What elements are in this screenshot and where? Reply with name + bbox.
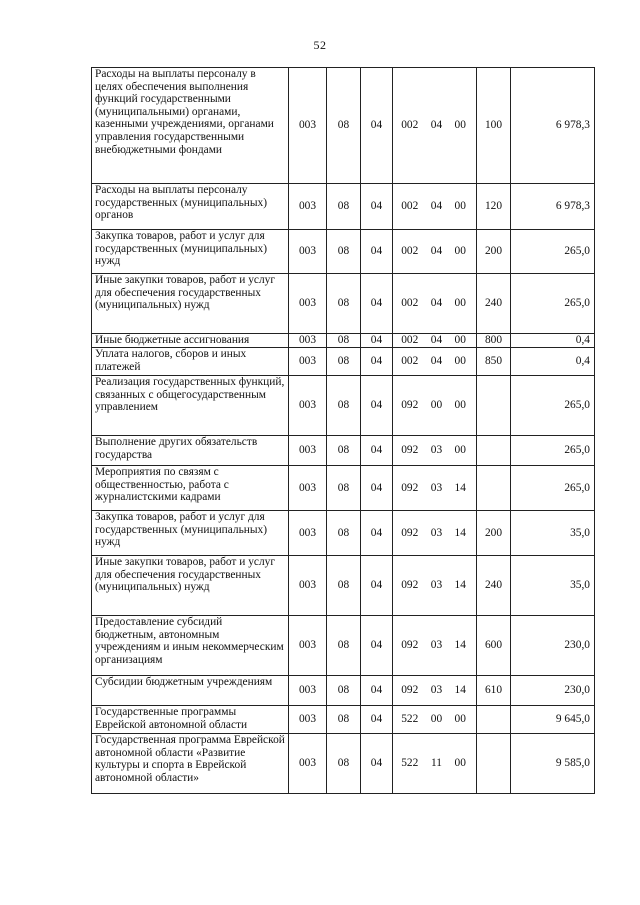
target-code-part2: 03 xyxy=(425,466,449,511)
row-name: Реализация государственных функций, связанных с общегосударственным управлением xyxy=(92,376,289,436)
target-code-part3: 00 xyxy=(449,334,477,348)
ministry-code: 003 xyxy=(289,376,327,436)
ministry-code: 003 xyxy=(289,436,327,466)
subsection-code: 04 xyxy=(361,616,393,676)
expense-type-code: 200 xyxy=(477,230,511,274)
target-code-part1: 002 xyxy=(393,334,425,348)
target-code-part2: 11 xyxy=(425,734,449,794)
section-code: 08 xyxy=(327,68,361,184)
target-code-part1: 002 xyxy=(393,230,425,274)
ministry-code: 003 xyxy=(289,274,327,334)
target-code-part1: 522 xyxy=(393,706,425,734)
subsection-code: 04 xyxy=(361,274,393,334)
budget-table xyxy=(91,67,595,794)
ministry-code: 003 xyxy=(289,511,327,556)
target-code-part2: 03 xyxy=(425,676,449,706)
section-code: 08 xyxy=(327,184,361,230)
section-code: 08 xyxy=(327,274,361,334)
amount: 230,0 xyxy=(511,616,595,676)
expense-type-code: 800 xyxy=(477,334,511,348)
amount: 35,0 xyxy=(511,511,595,556)
amount: 6 978,3 xyxy=(511,184,595,230)
expense-type-code xyxy=(477,376,511,436)
section-code: 08 xyxy=(327,348,361,376)
target-code-part2: 03 xyxy=(425,556,449,616)
target-code-part2: 04 xyxy=(425,68,449,184)
target-code-part2: 04 xyxy=(425,334,449,348)
subsection-code: 04 xyxy=(361,230,393,274)
section-code: 08 xyxy=(327,734,361,794)
target-code-part3: 14 xyxy=(449,556,477,616)
row-name: Иные закупки товаров, работ и услуг для обеспечения государственных (муниципальных) нужд xyxy=(92,556,289,616)
target-code-part1: 092 xyxy=(393,466,425,511)
row-name: Расходы на выплаты персоналу в целях обеспечения выполнения функций государственными (муниципальными) органами, казенными учреждениями, органами управления государственными внебюджетными фондами xyxy=(92,68,289,184)
row-name: Закупка товаров, работ и услуг для государственных (муниципальных) нужд xyxy=(92,511,289,556)
row-name: Уплата налогов, сборов и иных платежей xyxy=(92,348,289,376)
target-code-part3: 14 xyxy=(449,466,477,511)
amount: 9 645,0 xyxy=(511,706,595,734)
ministry-code: 003 xyxy=(289,556,327,616)
subsection-code: 04 xyxy=(361,184,393,230)
target-code-part1: 092 xyxy=(393,556,425,616)
table-row xyxy=(92,376,595,436)
table-row xyxy=(92,706,595,734)
ministry-code: 003 xyxy=(289,616,327,676)
target-code-part3: 14 xyxy=(449,616,477,676)
amount: 0,4 xyxy=(511,348,595,376)
target-code-part3: 00 xyxy=(449,734,477,794)
section-code: 08 xyxy=(327,706,361,734)
subsection-code: 04 xyxy=(361,556,393,616)
target-code-part1: 092 xyxy=(393,511,425,556)
section-code: 08 xyxy=(327,230,361,274)
subsection-code: 04 xyxy=(361,68,393,184)
expense-type-code: 100 xyxy=(477,68,511,184)
target-code-part1: 092 xyxy=(393,376,425,436)
amount: 265,0 xyxy=(511,230,595,274)
amount: 265,0 xyxy=(511,274,595,334)
ministry-code: 003 xyxy=(289,466,327,511)
target-code-part3: 00 xyxy=(449,274,477,334)
subsection-code: 04 xyxy=(361,706,393,734)
table-row xyxy=(92,734,595,794)
target-code-part3: 00 xyxy=(449,184,477,230)
target-code-part3: 00 xyxy=(449,348,477,376)
expense-type-code xyxy=(477,706,511,734)
ministry-code: 003 xyxy=(289,348,327,376)
row-name: Субсидии бюджетным учреждениям xyxy=(92,676,289,706)
section-code: 08 xyxy=(327,376,361,436)
target-code-part2: 04 xyxy=(425,230,449,274)
target-code-part1: 002 xyxy=(393,68,425,184)
table-row xyxy=(92,616,595,676)
target-code-part2: 00 xyxy=(425,376,449,436)
target-code-part3: 00 xyxy=(449,436,477,466)
ministry-code: 003 xyxy=(289,334,327,348)
target-code-part2: 04 xyxy=(425,274,449,334)
table-row xyxy=(92,68,595,184)
amount: 0,4 xyxy=(511,334,595,348)
table-row xyxy=(92,466,595,511)
expense-type-code xyxy=(477,734,511,794)
target-code-part2: 03 xyxy=(425,436,449,466)
page-number: 52 xyxy=(313,38,327,52)
row-name: Государственная программа Еврейской автономной области «Развитие культуры и спорта в Еврейской автономной области» xyxy=(92,734,289,794)
target-code-part1: 002 xyxy=(393,184,425,230)
row-name: Иные закупки товаров, работ и услуг для обеспечения государственных (муниципальных) нужд xyxy=(92,274,289,334)
target-code-part2: 00 xyxy=(425,706,449,734)
subsection-code: 04 xyxy=(361,734,393,794)
amount: 9 585,0 xyxy=(511,734,595,794)
table-row xyxy=(92,436,595,466)
row-name: Закупка товаров, работ и услуг для государственных (муниципальных) нужд xyxy=(92,230,289,274)
table-row xyxy=(92,274,595,334)
subsection-code: 04 xyxy=(361,436,393,466)
amount: 6 978,3 xyxy=(511,68,595,184)
table-row xyxy=(92,184,595,230)
target-code-part2: 03 xyxy=(425,511,449,556)
section-code: 08 xyxy=(327,676,361,706)
amount: 265,0 xyxy=(511,376,595,436)
section-code: 08 xyxy=(327,466,361,511)
row-name: Иные бюджетные ассигнования xyxy=(92,334,289,348)
amount: 35,0 xyxy=(511,556,595,616)
section-code: 08 xyxy=(327,511,361,556)
expense-type-code: 600 xyxy=(477,616,511,676)
table-row xyxy=(92,348,595,376)
target-code-part2: 03 xyxy=(425,616,449,676)
target-code-part3: 00 xyxy=(449,68,477,184)
subsection-code: 04 xyxy=(361,334,393,348)
target-code-part3: 14 xyxy=(449,676,477,706)
row-name: Предоставление субсидий бюджетным, автономным учреждениям и иным некоммерческим организациям xyxy=(92,616,289,676)
expense-type-code: 240 xyxy=(477,274,511,334)
target-code-part3: 00 xyxy=(449,230,477,274)
target-code-part2: 04 xyxy=(425,348,449,376)
ministry-code: 003 xyxy=(289,676,327,706)
expense-type-code xyxy=(477,436,511,466)
table-row xyxy=(92,556,595,616)
row-name: Расходы на выплаты персоналу государственных (муниципальных) органов xyxy=(92,184,289,230)
target-code-part1: 002 xyxy=(393,274,425,334)
target-code-part1: 092 xyxy=(393,616,425,676)
amount: 265,0 xyxy=(511,436,595,466)
subsection-code: 04 xyxy=(361,348,393,376)
target-code-part3: 00 xyxy=(449,376,477,436)
section-code: 08 xyxy=(327,616,361,676)
amount: 265,0 xyxy=(511,466,595,511)
target-code-part1: 002 xyxy=(393,348,425,376)
target-code-part3: 14 xyxy=(449,511,477,556)
table-row xyxy=(92,511,595,556)
target-code-part1: 092 xyxy=(393,676,425,706)
expense-type-code: 850 xyxy=(477,348,511,376)
table-row xyxy=(92,334,595,348)
row-name: Мероприятия по связям с общественностью, работа с журналистскими кадрами xyxy=(92,466,289,511)
ministry-code: 003 xyxy=(289,734,327,794)
table-row xyxy=(92,676,595,706)
section-code: 08 xyxy=(327,334,361,348)
expense-type-code xyxy=(477,466,511,511)
subsection-code: 04 xyxy=(361,376,393,436)
ministry-code: 003 xyxy=(289,68,327,184)
table-row xyxy=(92,230,595,274)
expense-type-code: 120 xyxy=(477,184,511,230)
row-name: Государственные программы Еврейской автономной области xyxy=(92,706,289,734)
expense-type-code: 200 xyxy=(477,511,511,556)
expense-type-code: 240 xyxy=(477,556,511,616)
expense-type-code: 610 xyxy=(477,676,511,706)
ministry-code: 003 xyxy=(289,184,327,230)
section-code: 08 xyxy=(327,436,361,466)
subsection-code: 04 xyxy=(361,466,393,511)
subsection-code: 04 xyxy=(361,676,393,706)
amount: 230,0 xyxy=(511,676,595,706)
target-code-part2: 04 xyxy=(425,184,449,230)
target-code-part1: 092 xyxy=(393,436,425,466)
budget-table-body xyxy=(92,68,595,794)
target-code-part1: 522 xyxy=(393,734,425,794)
ministry-code: 003 xyxy=(289,706,327,734)
target-code-part3: 00 xyxy=(449,706,477,734)
section-code: 08 xyxy=(327,556,361,616)
ministry-code: 003 xyxy=(289,230,327,274)
row-name: Выполнение других обязательств государства xyxy=(92,436,289,466)
subsection-code: 04 xyxy=(361,511,393,556)
